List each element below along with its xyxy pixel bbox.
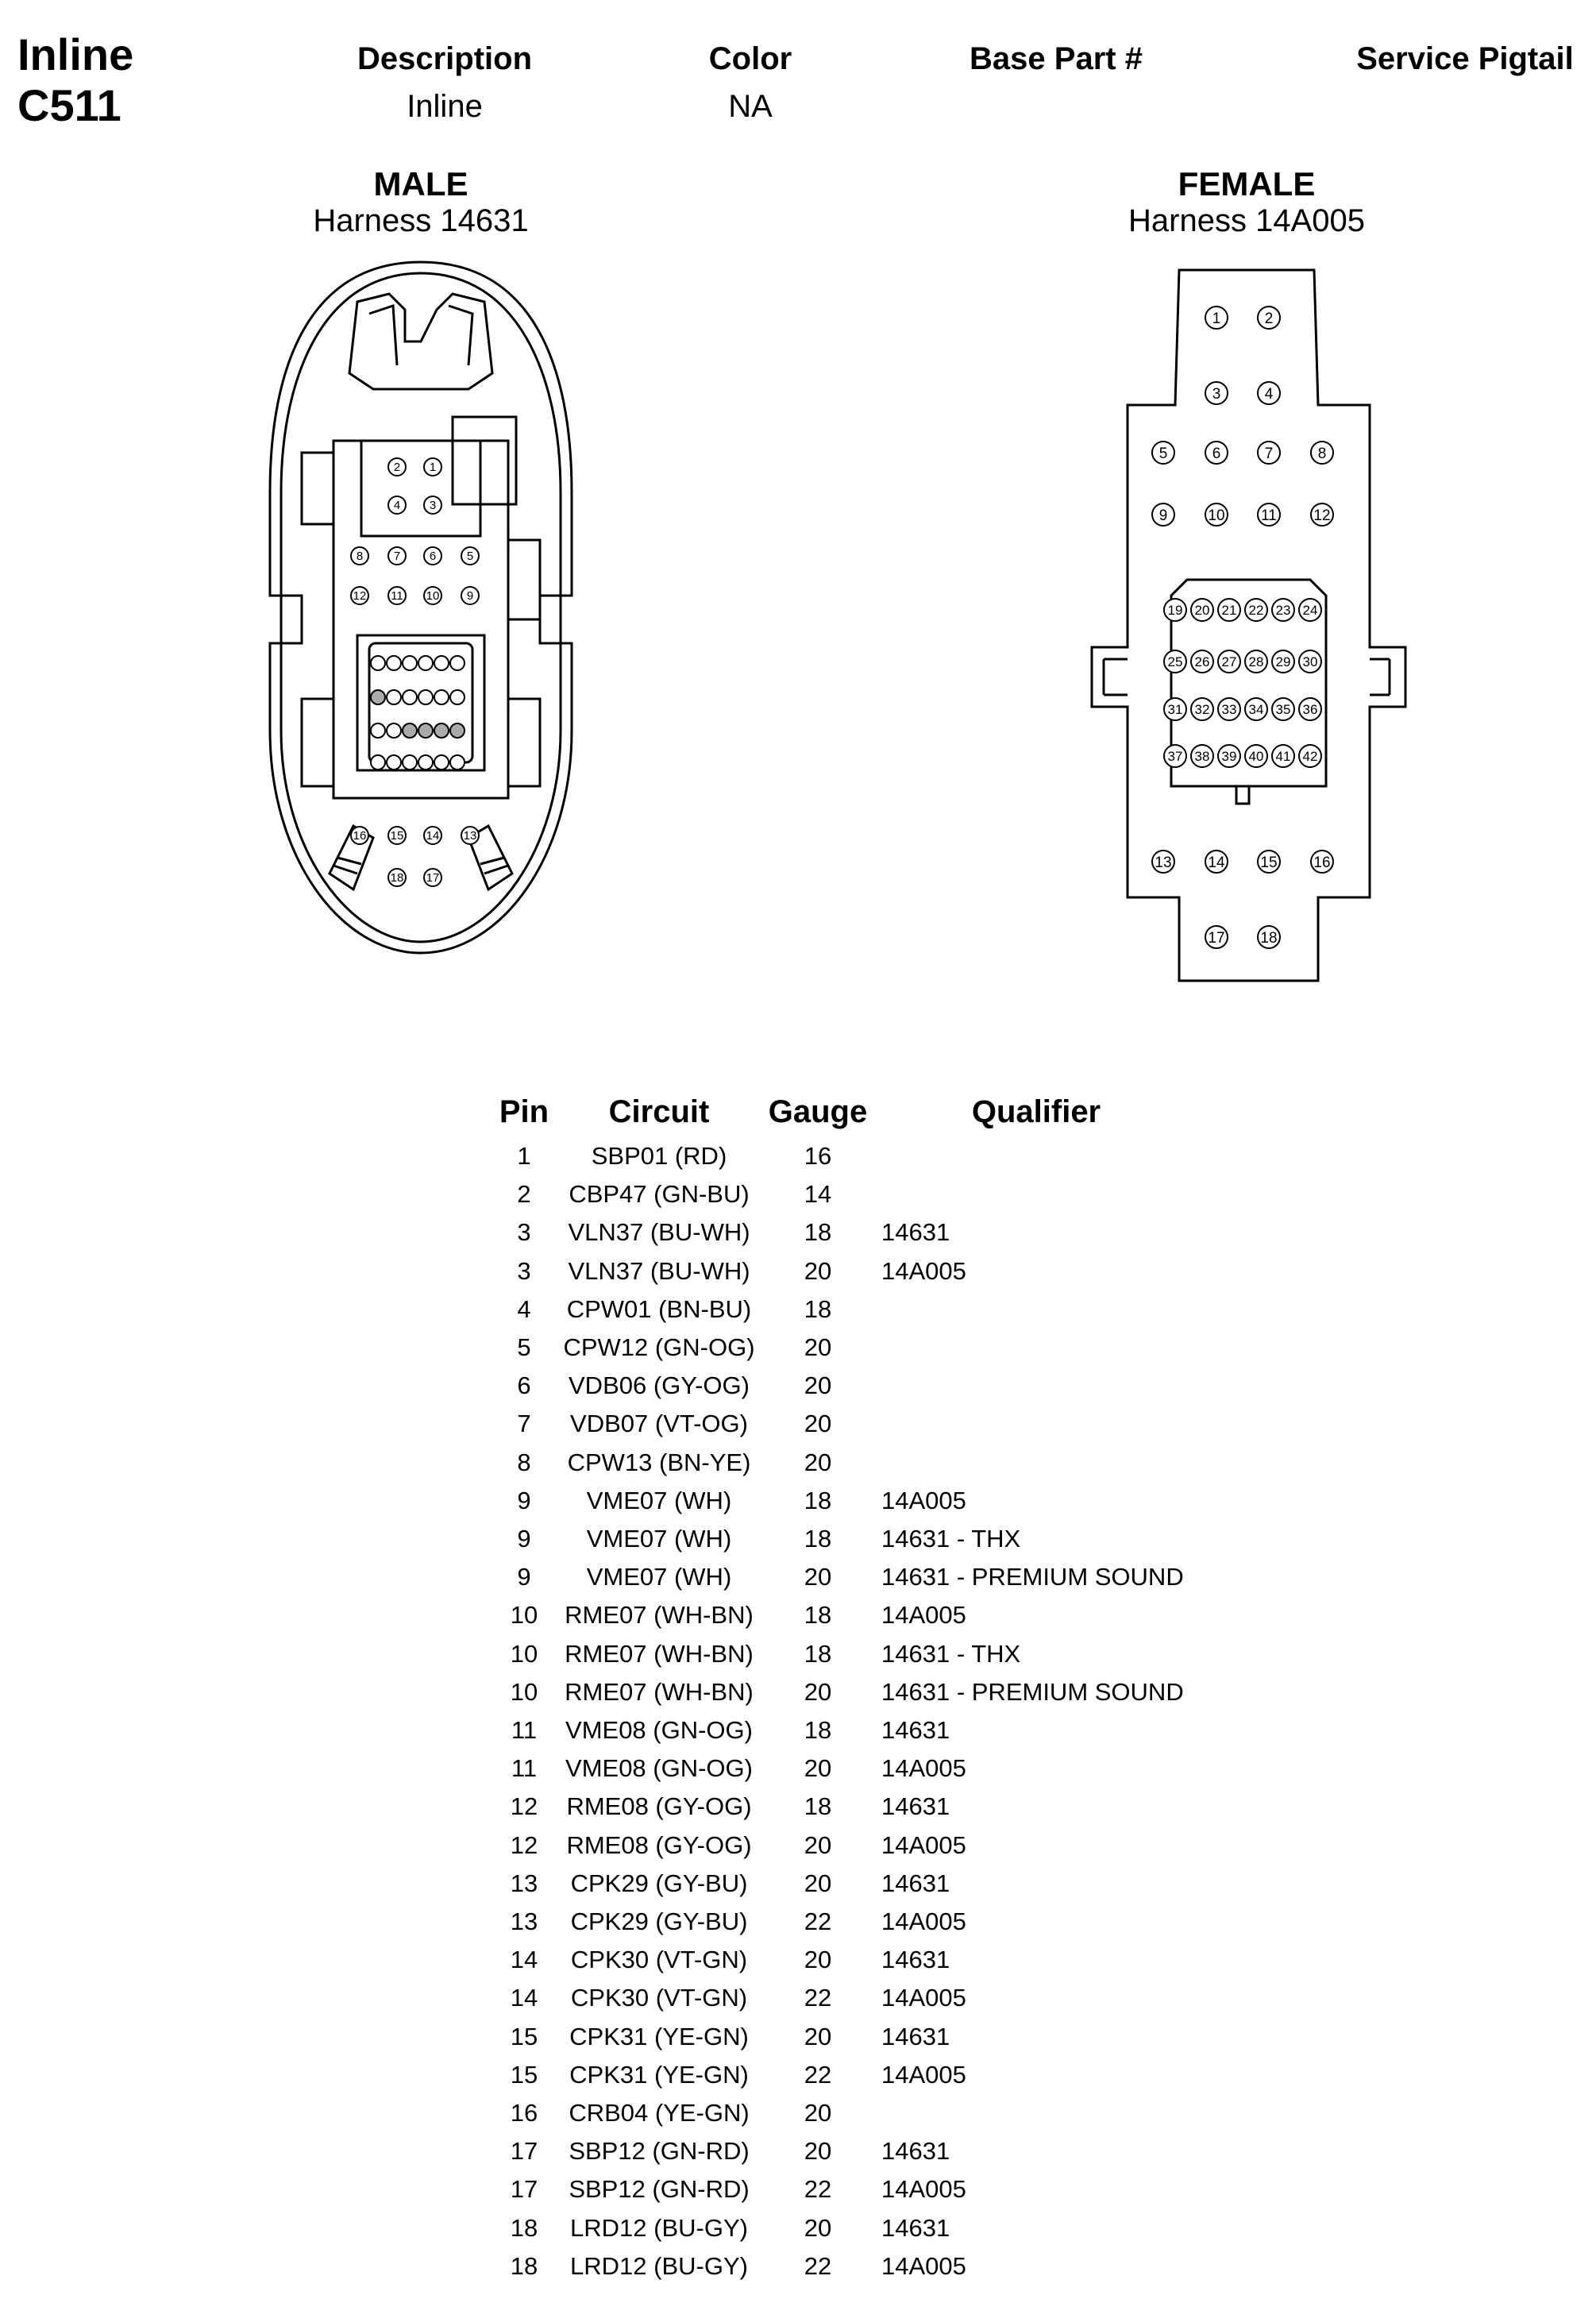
svg-text:18: 18 [390,871,404,885]
svg-text:20: 20 [1194,603,1210,618]
description-value: Inline [407,89,483,124]
cell-qualifier: 14A005 [881,1907,966,1935]
cell-circuit: CPK31 (YE-GN) [569,2022,749,2050]
cell-pin: 10 [510,1601,538,1630]
cell-gauge: 20 [804,2022,832,2050]
table-row [0,1213,1596,1252]
svg-text:39: 39 [1221,749,1237,764]
svg-text:8: 8 [1317,446,1327,462]
cell-qualifier: 14A005 [881,1601,966,1630]
svg-text:11: 11 [391,589,403,603]
table-row [0,1749,1596,1788]
svg-text:29: 29 [1275,654,1291,669]
cell-circuit: CRB04 (YE-GN) [569,2099,750,2127]
table-row [0,1405,1596,1443]
male-harness: Harness 14631 [313,203,529,238]
cell-pin: 14 [510,1984,538,2012]
cell-circuit: CPK29 (GY-BU) [570,1869,748,1897]
table-row [0,1865,1596,1903]
cell-gauge: 20 [804,2099,832,2127]
svg-text:38: 38 [1194,749,1210,764]
table-row [0,1673,1596,1711]
svg-text:7: 7 [393,550,401,563]
svg-text:15: 15 [390,829,404,843]
svg-text:11: 11 [1261,507,1277,524]
cell-pin: 17 [510,2137,538,2166]
cell-pin: 12 [510,1830,538,1859]
color-value: NA [728,89,773,124]
col-header-gauge: Gauge [768,1094,868,1129]
table-row [0,1711,1596,1749]
cell-circuit: VME07 (WH) [586,1486,732,1514]
cell-circuit: VLN37 (BU-WH) [568,1256,750,1285]
svg-text:22: 22 [1248,603,1264,618]
svg-text:41: 41 [1275,749,1291,764]
svg-text:10: 10 [1208,507,1225,524]
svg-text:1: 1 [1212,311,1221,327]
svg-text:2: 2 [1264,311,1274,327]
female-harness: Harness 14A005 [1128,203,1365,238]
cell-pin: 15 [510,2060,538,2089]
cell-gauge: 20 [804,1946,832,1974]
cell-qualifier: 14631 [881,1792,950,1821]
svg-text:7: 7 [1264,446,1274,462]
svg-text:26: 26 [1194,654,1210,669]
cell-gauge: 20 [804,1830,832,1859]
cell-qualifier: 14631 - THX [881,1525,1021,1553]
svg-text:33: 33 [1221,702,1237,717]
svg-text:17: 17 [1208,930,1225,947]
cell-gauge: 20 [804,1869,832,1897]
svg-text:15: 15 [1260,854,1278,871]
svg-text:10: 10 [426,589,440,603]
svg-text:17: 17 [426,871,440,885]
table-row [0,1903,1596,1941]
table-row [0,1444,1596,1482]
cell-qualifier: 14A005 [881,1830,966,1859]
svg-text:12: 12 [1313,507,1331,524]
svg-text:25: 25 [1167,654,1183,669]
cell-pin: 17 [510,2175,538,2204]
cell-qualifier: 14631 [881,2137,950,2166]
table-row [0,2018,1596,2056]
svg-text:12: 12 [353,589,367,603]
cell-circuit: SBP12 (GN-RD) [569,2137,750,2166]
cell-circuit: RME07 (WH-BN) [565,1639,754,1668]
cell-qualifier: 14631 - PREMIUM SOUND [881,1677,1184,1706]
cell-gauge: 18 [804,1294,832,1323]
cell-pin: 12 [510,1792,538,1821]
svg-text:37: 37 [1167,749,1183,764]
svg-text:8: 8 [356,550,364,563]
cell-pin: 13 [510,1907,538,1935]
svg-text:14: 14 [426,829,440,843]
cell-pin: 11 [511,1754,538,1783]
cell-circuit: LRD12 (BU-GY) [570,2213,748,2242]
cell-gauge: 22 [804,2060,832,2089]
cell-circuit: VME08 (GN-OG) [565,1754,753,1783]
cell-gauge: 18 [804,1639,832,1668]
cell-qualifier: 14631 [881,1218,950,1247]
cell-gauge: 20 [804,1256,832,1285]
connector-title-line1: Inline [17,29,134,79]
cell-qualifier: 14A005 [881,2060,966,2089]
cell-circuit: VLN37 (BU-WH) [568,1218,750,1247]
svg-text:27: 27 [1221,654,1237,669]
col-header-qualifier: Qualifier [971,1094,1101,1129]
female-connector-diagram [1080,262,1413,993]
cell-circuit: SBP12 (GN-RD) [569,2175,750,2204]
cell-circuit: CPW12 (GN-OG) [563,1333,755,1361]
cell-gauge: 20 [804,1754,832,1783]
cell-qualifier: 14631 [881,2022,950,2050]
svg-text:5: 5 [466,550,474,563]
cell-qualifier: 14A005 [881,1256,966,1285]
table-row [0,2170,1596,2208]
cell-qualifier: 14631 - THX [881,1639,1021,1668]
svg-text:23: 23 [1275,603,1291,618]
col-header-circuit: Circuit [608,1094,710,1129]
table-row [0,2247,1596,2285]
cell-pin: 7 [517,1410,531,1438]
svg-text:14: 14 [1208,854,1225,871]
cell-qualifier: 14631 [881,1869,950,1897]
cell-gauge: 18 [804,1525,832,1553]
table-row [0,1137,1596,1175]
cell-qualifier: 14A005 [881,1754,966,1783]
table-row [0,1329,1596,1367]
cell-circuit: CPK31 (YE-GN) [569,2060,749,2089]
svg-text:31: 31 [1167,702,1183,717]
cell-gauge: 18 [804,1486,832,1514]
table-row [0,1596,1596,1634]
svg-text:3: 3 [429,499,437,512]
svg-text:6: 6 [429,550,437,563]
table-row [0,1558,1596,1596]
cell-pin: 6 [517,1371,531,1400]
svg-text:13: 13 [1155,854,1172,871]
col-header-pin: Pin [499,1094,549,1129]
table-row [0,1520,1596,1558]
cell-qualifier: 14631 - PREMIUM SOUND [881,1563,1184,1591]
cell-qualifier: 14631 [881,1946,950,1974]
svg-text:30: 30 [1302,654,1318,669]
cell-circuit: RME07 (WH-BN) [565,1601,754,1630]
cell-circuit: VME07 (WH) [586,1563,732,1591]
cell-gauge: 20 [804,1448,832,1476]
svg-text:9: 9 [1158,507,1168,524]
cell-gauge: 18 [804,1716,832,1744]
cell-qualifier: 14631 [881,2213,950,2242]
male-connector-diagram [254,254,588,961]
svg-text:42: 42 [1302,749,1318,764]
cell-pin: 4 [517,1294,531,1323]
svg-text:2: 2 [393,461,401,474]
cell-gauge: 14 [804,1180,832,1209]
cell-circuit: VDB06 (GY-OG) [569,1371,750,1400]
cell-pin: 10 [510,1639,538,1668]
svg-text:21: 21 [1221,603,1237,618]
cell-circuit: CPW01 (BN-BU) [566,1294,752,1323]
svg-text:35: 35 [1275,702,1291,717]
description-label: Description [357,41,533,76]
svg-text:19: 19 [1167,603,1183,618]
cell-circuit: RME07 (WH-BN) [565,1677,754,1706]
cell-gauge: 18 [804,1792,832,1821]
svg-text:3: 3 [1212,386,1221,403]
table-row [0,1979,1596,2017]
base-part-label: Base Part # [970,41,1143,76]
table-row [0,1635,1596,1673]
cell-pin: 14 [510,1946,538,1974]
svg-text:1: 1 [429,461,437,474]
svg-text:36: 36 [1302,702,1318,717]
table-row [0,2056,1596,2094]
table-row [0,1941,1596,1979]
cell-gauge: 20 [804,1333,832,1361]
cell-pin: 5 [517,1333,531,1361]
cell-pin: 10 [510,1677,538,1706]
cell-pin: 9 [517,1486,531,1514]
cell-pin: 18 [510,2251,538,2280]
cell-circuit: VDB07 (VT-OG) [570,1410,748,1438]
cell-pin: 9 [517,1563,531,1591]
cell-circuit: CPK30 (VT-GN) [570,1984,748,2012]
cell-pin: 11 [511,1716,538,1744]
cell-gauge: 22 [804,2251,832,2280]
cell-gauge: 20 [804,1410,832,1438]
svg-text:18: 18 [1260,930,1278,947]
svg-text:34: 34 [1248,702,1264,717]
cell-circuit: CBP47 (GN-BU) [569,1180,750,1209]
cell-qualifier: 14631 [881,1716,950,1744]
cell-gauge: 22 [804,2175,832,2204]
cell-qualifier: 14A005 [881,1486,966,1514]
table-row [0,1252,1596,1290]
male-label: MALE [373,165,468,203]
cell-pin: 9 [517,1525,531,1553]
cell-circuit: VME08 (GN-OG) [565,1716,753,1744]
svg-text:28: 28 [1248,654,1264,669]
cell-qualifier: 14A005 [881,1984,966,2012]
cell-circuit: CPK30 (VT-GN) [570,1946,748,1974]
svg-text:9: 9 [466,589,474,603]
cell-pin: 18 [510,2213,538,2242]
cell-gauge: 18 [804,1601,832,1630]
svg-text:16: 16 [1313,854,1331,871]
cell-circuit: LRD12 (BU-GY) [570,2251,748,2280]
cell-gauge: 20 [804,1371,832,1400]
table-row [0,1826,1596,1865]
cell-gauge: 20 [804,2213,832,2242]
table-row [0,2132,1596,2170]
cell-gauge: 18 [804,1218,832,1247]
table-row [0,1482,1596,1520]
cell-pin: 15 [510,2022,538,2050]
table-row [0,1788,1596,1826]
cell-gauge: 16 [804,1142,832,1170]
cell-circuit: CPW13 (BN-YE) [567,1448,751,1476]
cell-pin: 2 [517,1180,531,1209]
svg-text:4: 4 [1264,386,1274,403]
cell-qualifier: 14A005 [881,2175,966,2204]
cell-pin: 13 [510,1869,538,1897]
service-pigtail-label: Service Pigtail [1356,41,1574,76]
cell-circuit: CPK29 (GY-BU) [570,1907,748,1935]
connector-title-line2: C511 [17,80,121,130]
table-row [0,2209,1596,2247]
cell-circuit: RME08 (GY-OG) [566,1830,752,1859]
svg-text:4: 4 [393,499,401,512]
cell-pin: 3 [517,1256,531,1285]
cell-pin: 16 [510,2099,538,2127]
female-label: FEMALE [1178,165,1316,203]
cell-gauge: 22 [804,1984,832,2012]
cell-circuit: SBP01 (RD) [591,1142,727,1170]
svg-text:13: 13 [463,829,477,843]
table-row [0,1367,1596,1405]
table-row [0,2094,1596,2132]
svg-text:24: 24 [1302,603,1318,618]
cell-pin: 8 [517,1448,531,1476]
cell-gauge: 20 [804,2137,832,2166]
table-row [0,1175,1596,1213]
svg-text:6: 6 [1212,446,1221,462]
color-label: Color [708,41,792,76]
svg-text:40: 40 [1248,749,1264,764]
cell-circuit: RME08 (GY-OG) [566,1792,752,1821]
cell-qualifier: 14A005 [881,2251,966,2280]
cell-gauge: 22 [804,1907,832,1935]
table-row [0,1290,1596,1329]
cell-circuit: VME07 (WH) [586,1525,732,1553]
cell-gauge: 20 [804,1563,832,1591]
svg-text:5: 5 [1158,446,1168,462]
svg-text:16: 16 [353,829,367,843]
cell-pin: 3 [517,1218,531,1247]
cell-pin: 1 [517,1142,531,1170]
svg-text:32: 32 [1194,702,1210,717]
cell-gauge: 20 [804,1677,832,1706]
